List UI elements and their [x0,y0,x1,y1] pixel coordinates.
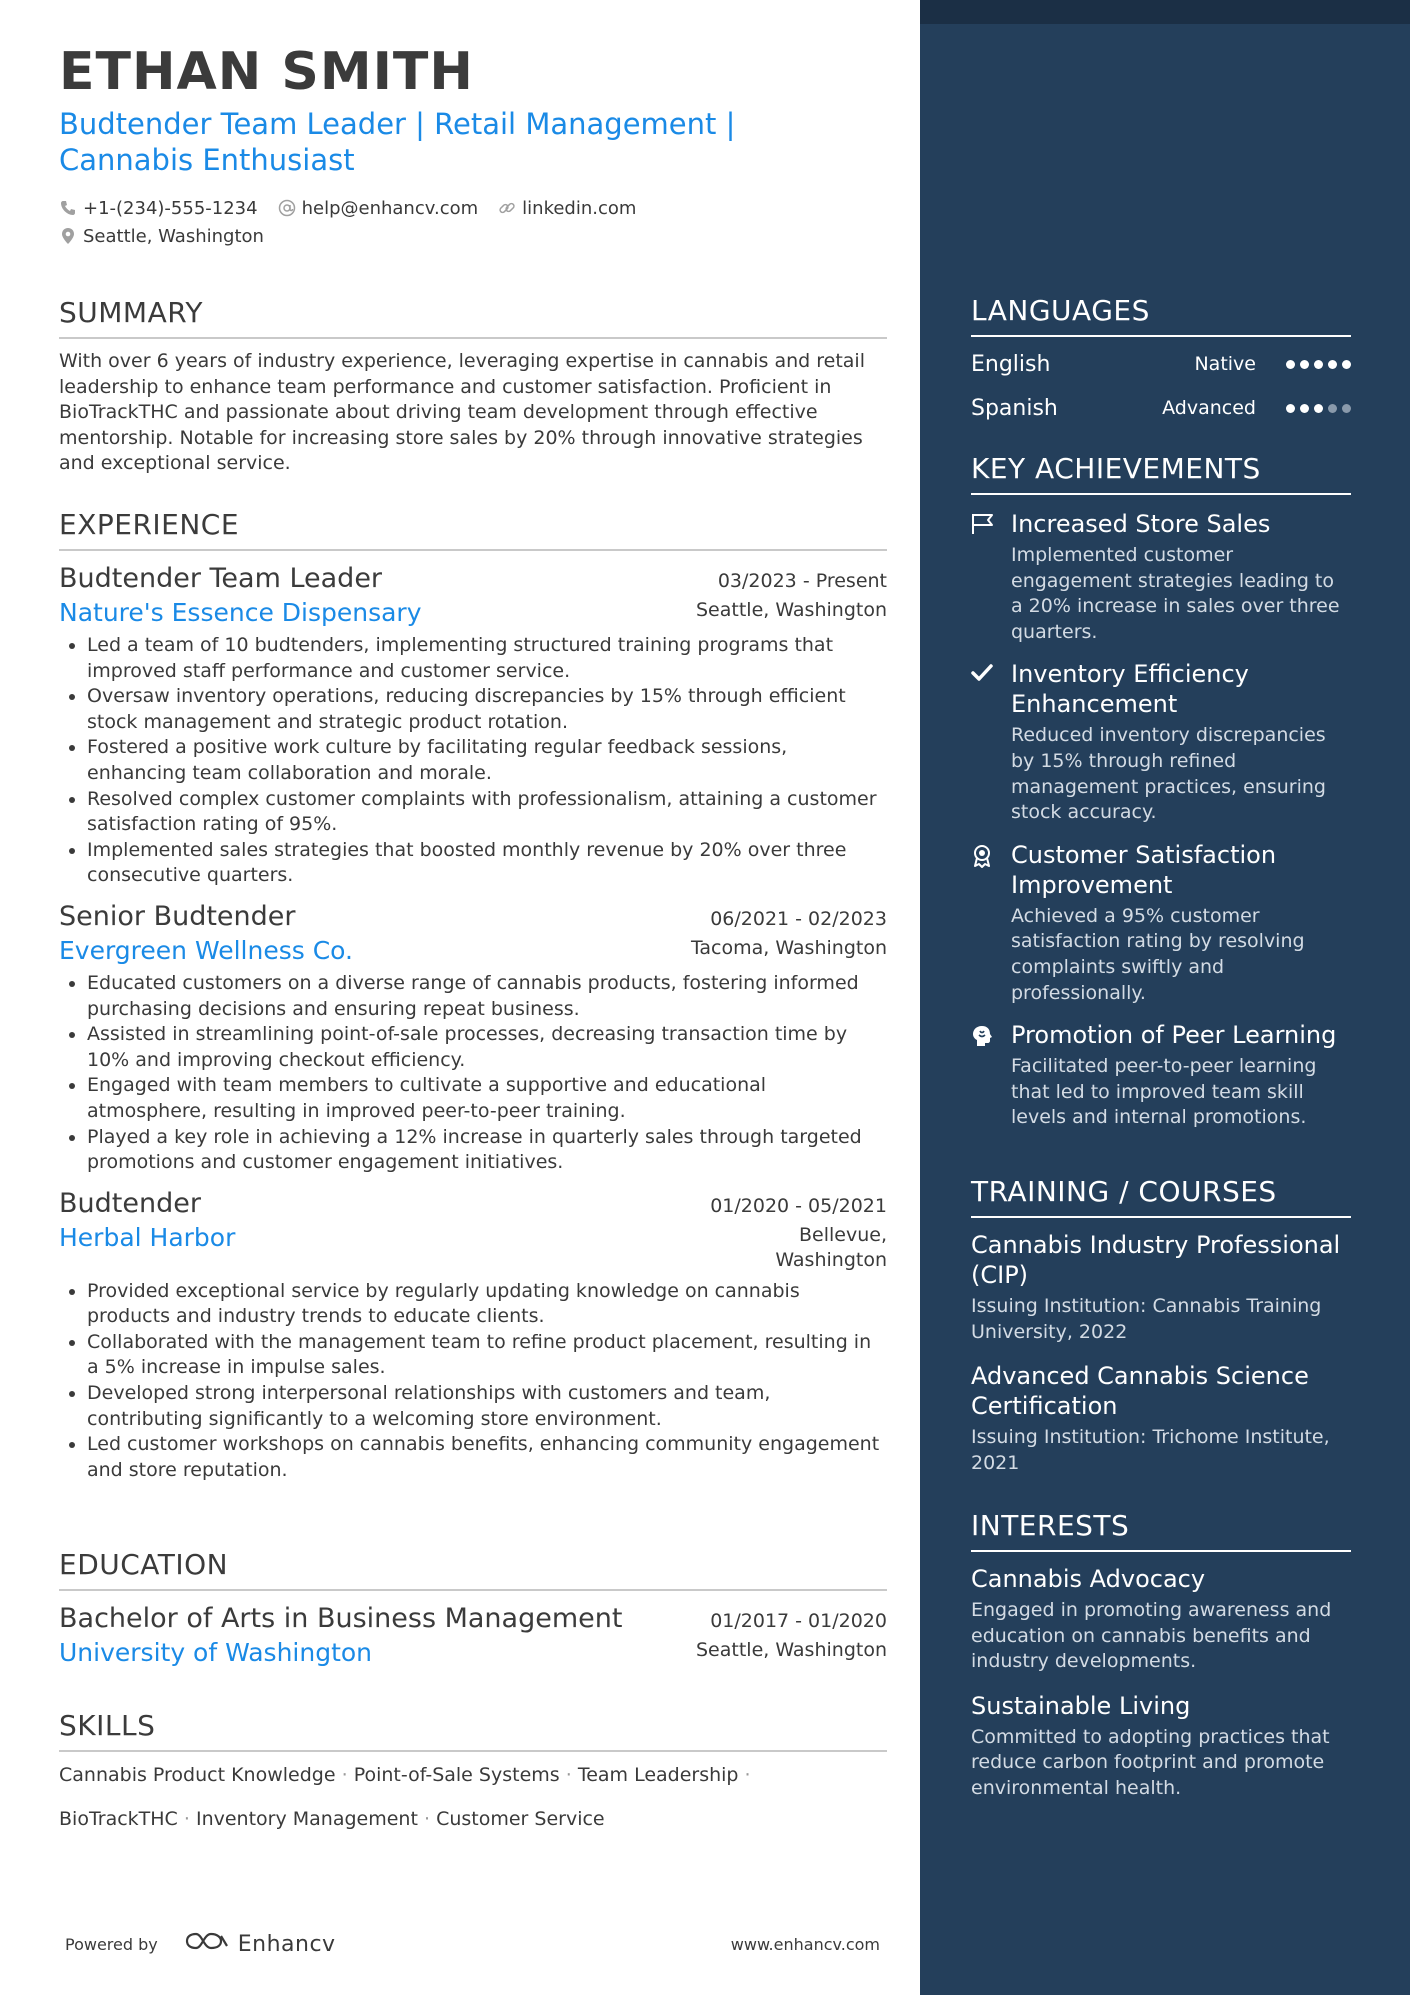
interest-item [971,1564,1351,1675]
education-heading: EDUCATION [59,1548,229,1581]
rating-dot [1286,360,1295,369]
link-icon [498,199,516,217]
language-rating [1286,404,1351,413]
powered-by [65,1930,336,1958]
language-item [971,391,1351,425]
job-location-line: Bellevue, [799,1223,887,1246]
summary-heading: SUMMARY [59,296,204,329]
languages-section [971,294,1351,425]
achievement-title: Promotion of Peer Learning [1011,1021,1337,1050]
job-location-line: Washington [775,1248,887,1271]
interest-item [971,1691,1351,1802]
rating-dot [1300,404,1309,413]
job-entry [59,901,887,1176]
footer [65,1930,880,1958]
job-bullets [59,971,887,1176]
contact-phone[interactable] [59,198,258,219]
summary-text: With over 6 years of industry experience, leveraging expertise in cannabis and retail leadership to enhance team performance and customer satisfaction. Proficient in BioTrackTHC and passionate about driving team development through effective mentorship. Notable for increasing store sales by 20% through innovative strategies and exceptional service. [59,350,865,475]
achievement-item [971,659,1351,825]
job-title: Budtender Team Leader [59,563,383,594]
language-item [971,347,1351,381]
job-location: Seattle, Washington [696,599,887,621]
bullet-item: • Fostered a positive work culture by facilitating regular feedback sessions, enhancing team collaboration and morale. [87,735,887,786]
contact-location [59,226,264,247]
skill-item: Point-of-Sale Systems [353,1764,560,1786]
skills-section [59,1709,887,1840]
achievement-desc: Reduced inventory discrepancies by 15% through refined management practices, ensuring stock accuracy. [1011,724,1326,824]
section-divider [59,1589,887,1591]
skill-item: Cannabis Product Knowledge [59,1764,336,1786]
section-divider [971,1550,1351,1552]
bullet-item: • Implemented sales strategies that boosted monthly revenue by 20% over three consecutive quarters. [87,838,887,889]
bullet-item: • Resolved complex customer complaints with professionalism, attaining a customer satisfaction rating of 95%. [87,787,887,838]
rating-dot [1342,404,1351,413]
achievements-heading: KEY ACHIEVEMENTS [971,452,1261,485]
skill-separator: · [183,1808,190,1830]
skill-item: BioTrackTHC [59,1808,178,1830]
language-rating [1286,360,1351,369]
achievement-desc: Facilitated peer-to-peer learning that led to improved team skill levels and internal promotions. [1011,1055,1317,1129]
summary-section [59,296,887,477]
skill-separator: · [565,1764,572,1786]
section-divider [59,337,887,339]
flag-icon [971,509,1011,645]
sidebar-top-band [920,0,1410,24]
course-item [971,1361,1351,1476]
degree-title: Bachelor of Arts in Business Management [59,1603,623,1634]
job-dates: 01/2020 - 05/2021 [710,1194,887,1217]
achievement-title: Increased Store Sales [1011,510,1271,538]
rating-dot [1314,360,1323,369]
rating-dot [1342,360,1351,369]
experience-section [59,508,887,1483]
website-link[interactable]: www.enhancv.com [730,1934,880,1954]
bullet-item: • Assisted in streamlining point-of-sale processes, decreasing transaction time by 10% and improving checkout efficiency. [87,1022,887,1073]
job-location: Tacoma, Washington [690,936,887,959]
bullet-item: • Provided exceptional service by regularly updating knowledge on cannabis products and industry trends to educate clients. [87,1279,887,1330]
job-dates: 06/2021 - 02/2023 [710,907,887,930]
school-location: Seattle, Washington [696,1639,887,1661]
skills-row [59,1754,887,1796]
bullet-item: • Played a key role in achieving a 12% increase in quarterly sales through targeted promotions and customer engagement initiatives. [87,1125,887,1176]
rating-dot [1300,360,1309,369]
course-desc: Issuing Institution: Trichome Institute, 2021 [971,1426,1330,1474]
job-bullets [59,633,887,889]
contact-info [59,194,859,250]
skill-item: Customer Service [436,1808,605,1830]
candidate-tagline: Budtender Team Leader | Retail Management | Cannabis Enthusiast [59,107,736,177]
company-name: Evergreen Wellness Co. [59,935,353,965]
powered-by-label: Powered by [65,1934,158,1954]
languages-heading: LANGUAGES [971,294,1150,327]
section-divider [59,1750,887,1752]
language-name: English [971,351,1051,377]
achievements-section [971,452,1351,1131]
section-divider [971,1216,1351,1218]
contact-linkedin[interactable] [498,198,636,219]
company-name: Herbal Harbor [59,1222,236,1252]
achievement-item [971,509,1351,645]
bullet-item: • Collaborated with the management team to refine product placement, resulting in a 5% increase in impulse sales. [87,1330,887,1381]
rating-dot [1314,404,1323,413]
brain-icon [971,1020,1011,1131]
interest-title: Cannabis Advocacy [971,1565,1206,1593]
job-entry [59,1188,887,1484]
bullet-item: • Engaged with team members to cultivate a supportive and educational atmosphere, resulting in improved peer-to-peer training. [87,1073,887,1124]
skills-row [59,1798,887,1840]
section-divider [971,335,1351,337]
achievement-desc: Implemented customer engagement strategies leading to a 20% increase in sales over three quarters. [1011,544,1340,643]
at-icon [278,199,296,217]
company-name: Nature's Essence Dispensary [59,598,422,627]
training-section [971,1175,1351,1476]
skill-separator: · [744,1764,751,1786]
bullet-item: • Led customer workshops on cannabis benefits, enhancing community engagement and store reputation. [87,1432,887,1483]
experience-heading: EXPERIENCE [59,508,240,541]
interests-section [971,1509,1351,1802]
language-level: Advanced [1162,397,1256,419]
skill-item: Team Leadership [577,1764,739,1786]
skill-separator: · [423,1808,431,1830]
location-pin-icon [59,227,77,245]
school-name: University of Washington [59,1638,373,1667]
phone-text: +1-(234)-555-1234 [83,197,258,219]
email-text: help@enhancv.com [301,197,479,219]
skills-heading: SKILLS [59,1709,156,1742]
achievement-item [971,1020,1351,1131]
job-bullets [59,1279,887,1484]
interest-desc: Committed to adopting practices that reduce carbon footprint and promote environmental health. [971,1725,1330,1799]
achievement-title: Customer Satisfaction Improvement [1011,840,1277,899]
linkedin-text: linkedin.com [522,197,637,219]
award-icon [971,840,1011,1006]
contact-email[interactable] [278,198,479,219]
achievement-item [971,840,1351,1006]
rating-dot [1286,404,1295,413]
enhancv-logo-icon [184,1930,230,1958]
bullet-item: • Educated customers on a diverse range of cannabis products, fostering informed purchasing decisions and ensuring repeat business. [87,971,887,1022]
interests-heading: INTERESTS [971,1509,1130,1542]
training-heading: TRAINING / COURSES [971,1175,1277,1208]
bullet-item: • Led a team of 10 budtenders, implementing structured training programs that improved staff performance and customer service. [87,633,887,684]
course-title: Cannabis Industry Professional (CIP) [971,1231,1341,1289]
section-divider [59,549,887,551]
job-entry [59,563,887,889]
job-title: Budtender [59,1187,201,1219]
interest-title: Sustainable Living [971,1691,1191,1720]
language-level: Native [1194,353,1256,375]
bullet-item: • Developed strong interpersonal relationships with customers and team, contributing significantly to a welcoming store environment. [87,1381,887,1432]
location-text: Seattle, Washington [83,225,264,247]
rating-dot [1328,360,1337,369]
job-title: Senior Budtender [59,900,296,932]
education-section [59,1548,887,1667]
check-icon [971,659,1011,825]
interest-desc: Engaged in promoting awareness and education on cannabis benefits and industry developments. [971,1599,1332,1673]
skill-item: Inventory Management [195,1808,418,1830]
rating-dot [1328,404,1337,413]
candidate-name: ETHAN SMITH [59,42,474,102]
skill-separator: · [341,1764,348,1786]
course-title: Advanced Cannabis Science Certification [971,1362,1309,1421]
section-divider [971,493,1351,495]
course-item [971,1230,1351,1345]
job-location [775,1223,887,1273]
language-name: Spanish [971,395,1058,421]
achievement-title: Inventory Efficiency Enhancement [1011,660,1249,719]
brand-logo[interactable] [184,1930,336,1958]
education-dates: 01/2017 - 01/2020 [710,1610,887,1632]
phone-icon [59,199,77,217]
job-dates: 03/2023 - Present [717,570,887,592]
course-desc: Issuing Institution: Cannabis Training University, 2022 [971,1295,1322,1343]
achievement-desc: Achieved a 95% customer satisfaction rating by resolving complaints swiftly and professionally. [1011,904,1305,1004]
bullet-item: • Oversaw inventory operations, reducing discrepancies by 15% through efficient stock management and strategic product rotation. [87,684,887,735]
brand-name: Enhancv [237,1931,336,1957]
